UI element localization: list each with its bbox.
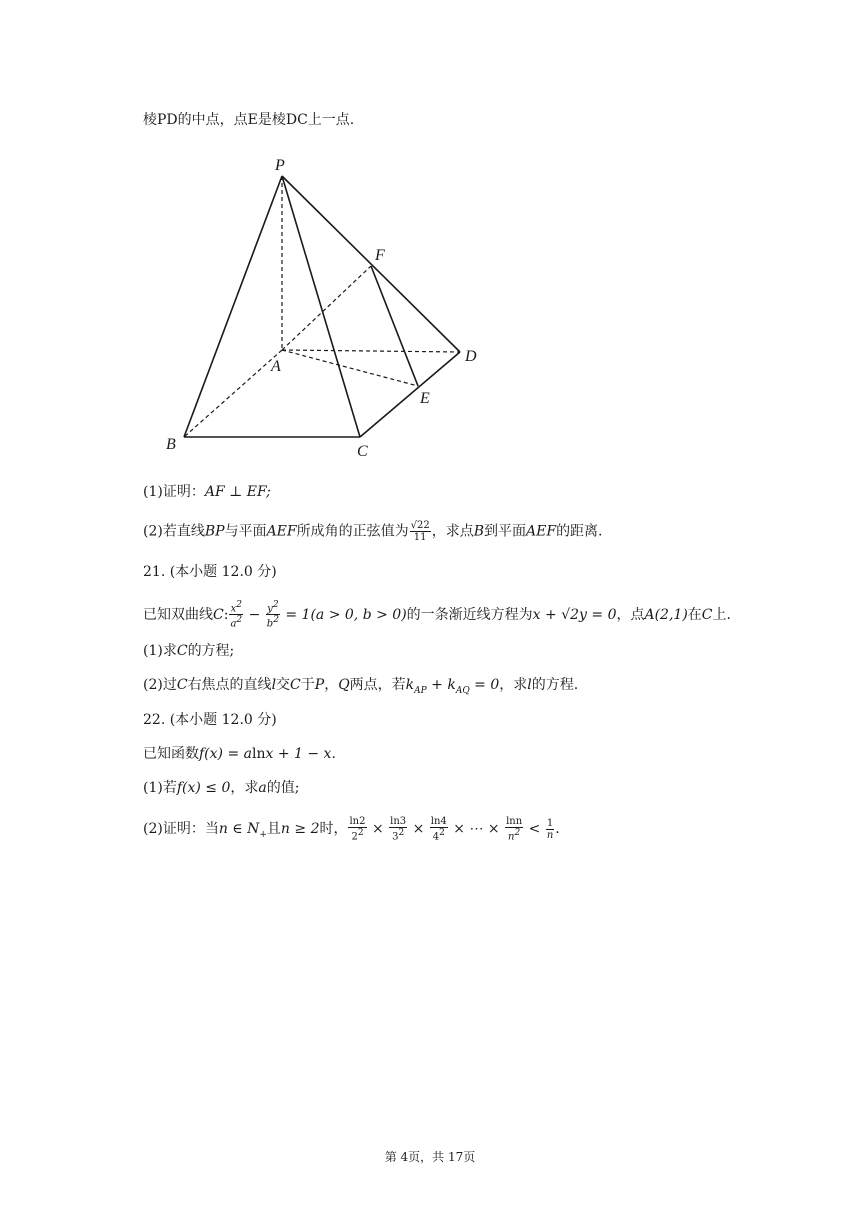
edge-AE (282, 350, 418, 386)
text: ，求点 (431, 523, 474, 540)
times: × (487, 821, 500, 838)
label-F: F (375, 247, 385, 264)
fraction-y2-b2: $\frac{y^2}{b^2}$ (266, 600, 279, 630)
dots: ⋯ (469, 821, 484, 838)
text: 的一条渐近线方程为 (406, 606, 533, 623)
fraction-1-n: $\frac{1}{n}$ (546, 817, 554, 841)
math: n ≥ 2 (280, 821, 320, 838)
text: ， (324, 677, 339, 693)
math: x + 1 − x (265, 746, 332, 762)
q21-part1 (143, 641, 234, 661)
text: ，点 (616, 606, 645, 623)
math: P (314, 677, 325, 693)
q21-part2 (143, 675, 578, 701)
text: 在 (687, 606, 702, 623)
label-B: B (166, 436, 176, 453)
edge-AB (184, 350, 282, 437)
math: $k_{AP} + k_{AQ} = 0$ (405, 677, 500, 696)
math: BP (204, 523, 225, 540)
text: 与平面 (224, 523, 267, 540)
q22-part1 (143, 778, 299, 798)
text: 到平面 (484, 523, 527, 540)
edge-AD (282, 350, 460, 352)
text: 上. (712, 606, 731, 623)
label-C: C (357, 443, 368, 460)
math: A(2,1) (644, 606, 688, 623)
fraction-ln3: $\frac{\ln 3}{3^2}$ (390, 816, 407, 843)
math: C (213, 606, 224, 623)
math: f(x) ≤ 0 (176, 780, 231, 796)
q22-part2 (143, 816, 560, 845)
text: ，求 (230, 780, 259, 796)
text: 的方程. (531, 677, 579, 693)
text: (1)求 (143, 643, 177, 659)
label-D: D (465, 348, 477, 365)
text: (2)证明：当 (143, 821, 219, 838)
math: C (701, 606, 713, 623)
q22-header: 22. (本小题 12.0 分) (143, 712, 277, 728)
times: × (371, 821, 384, 838)
math: C (176, 643, 188, 659)
fraction: $\frac{√22}{11}$ (410, 520, 430, 543)
text: 的方程; (187, 643, 235, 659)
text: : (223, 606, 229, 623)
label-A: A (271, 358, 281, 375)
text: 两点，若 (349, 677, 406, 693)
page-footer: 第 4页，共 17页 (384, 1150, 476, 1164)
label-P: P (275, 157, 285, 174)
intro-line: 棱PD的中点，点E是棱DC上一点. (143, 112, 355, 128)
math: a (258, 780, 267, 796)
text: (1)证明： (143, 484, 205, 500)
text: 的值; (266, 780, 300, 796)
math: ln (251, 746, 266, 762)
text: (2)过 (143, 677, 177, 693)
math: C (176, 677, 188, 693)
fraction-x2-a2: $\frac{x^2}{a^2}$ (230, 600, 243, 630)
text: 已知双曲线 (143, 606, 213, 623)
math: x + √2y = 0 (532, 606, 617, 623)
text: 交 (276, 677, 291, 693)
edge-FE (371, 266, 418, 386)
label-E: E (420, 390, 430, 407)
q22-stem (143, 744, 336, 764)
text: (1)若 (143, 780, 177, 796)
math: l (527, 677, 532, 693)
q20-part2 (143, 520, 603, 543)
math: f(x) = a (199, 746, 252, 762)
text: 的距离. (556, 523, 603, 540)
fraction-ln4: $\frac{\ln 4}{4^2}$ (430, 816, 447, 843)
q21-header: 21. (本小题 12.0 分) (143, 564, 277, 580)
text: 且 (266, 821, 281, 838)
math: AF ⊥ EF; (204, 484, 271, 500)
text: . (555, 821, 560, 838)
text: 已知函数 (143, 746, 199, 762)
math: n ∈ $N_+$ (218, 821, 267, 840)
text: 时， (319, 821, 348, 838)
times: × (453, 821, 465, 838)
text: . (331, 746, 336, 762)
text: 于 (300, 677, 315, 693)
math: Q (338, 677, 350, 693)
fraction-ln2: $\frac{\ln 2}{2^2}$ (349, 816, 366, 843)
edge-AF (282, 266, 371, 350)
text: ，求 (499, 677, 528, 693)
edge-PB (184, 176, 282, 437)
q21-stem: 已知双曲线C: $\frac{x^2}{a^2}$ − $\frac{y^2}{b^2}$ = 1(a > 0, b > 0)的一条渐近线方程为x + √2y = 0，点A(2,1)在C上. (143, 600, 731, 630)
math: = 1(a > 0, b > 0) (280, 606, 407, 623)
less-than: < (528, 821, 541, 838)
math: l (271, 677, 277, 693)
text: (2)若直线 (143, 523, 205, 540)
math: B (473, 523, 485, 540)
math: C (290, 677, 301, 693)
pyramid-figure (160, 152, 500, 462)
fraction-lnn: $\frac{\ln n}{n^2}$ (506, 816, 523, 843)
text: 右焦点的直线 (187, 677, 272, 693)
math: AEF (526, 523, 557, 540)
text: 所成角的正弦值为 (296, 523, 409, 540)
math: AEF (266, 523, 297, 540)
times: × (412, 821, 425, 838)
q20-part1 (143, 482, 271, 502)
